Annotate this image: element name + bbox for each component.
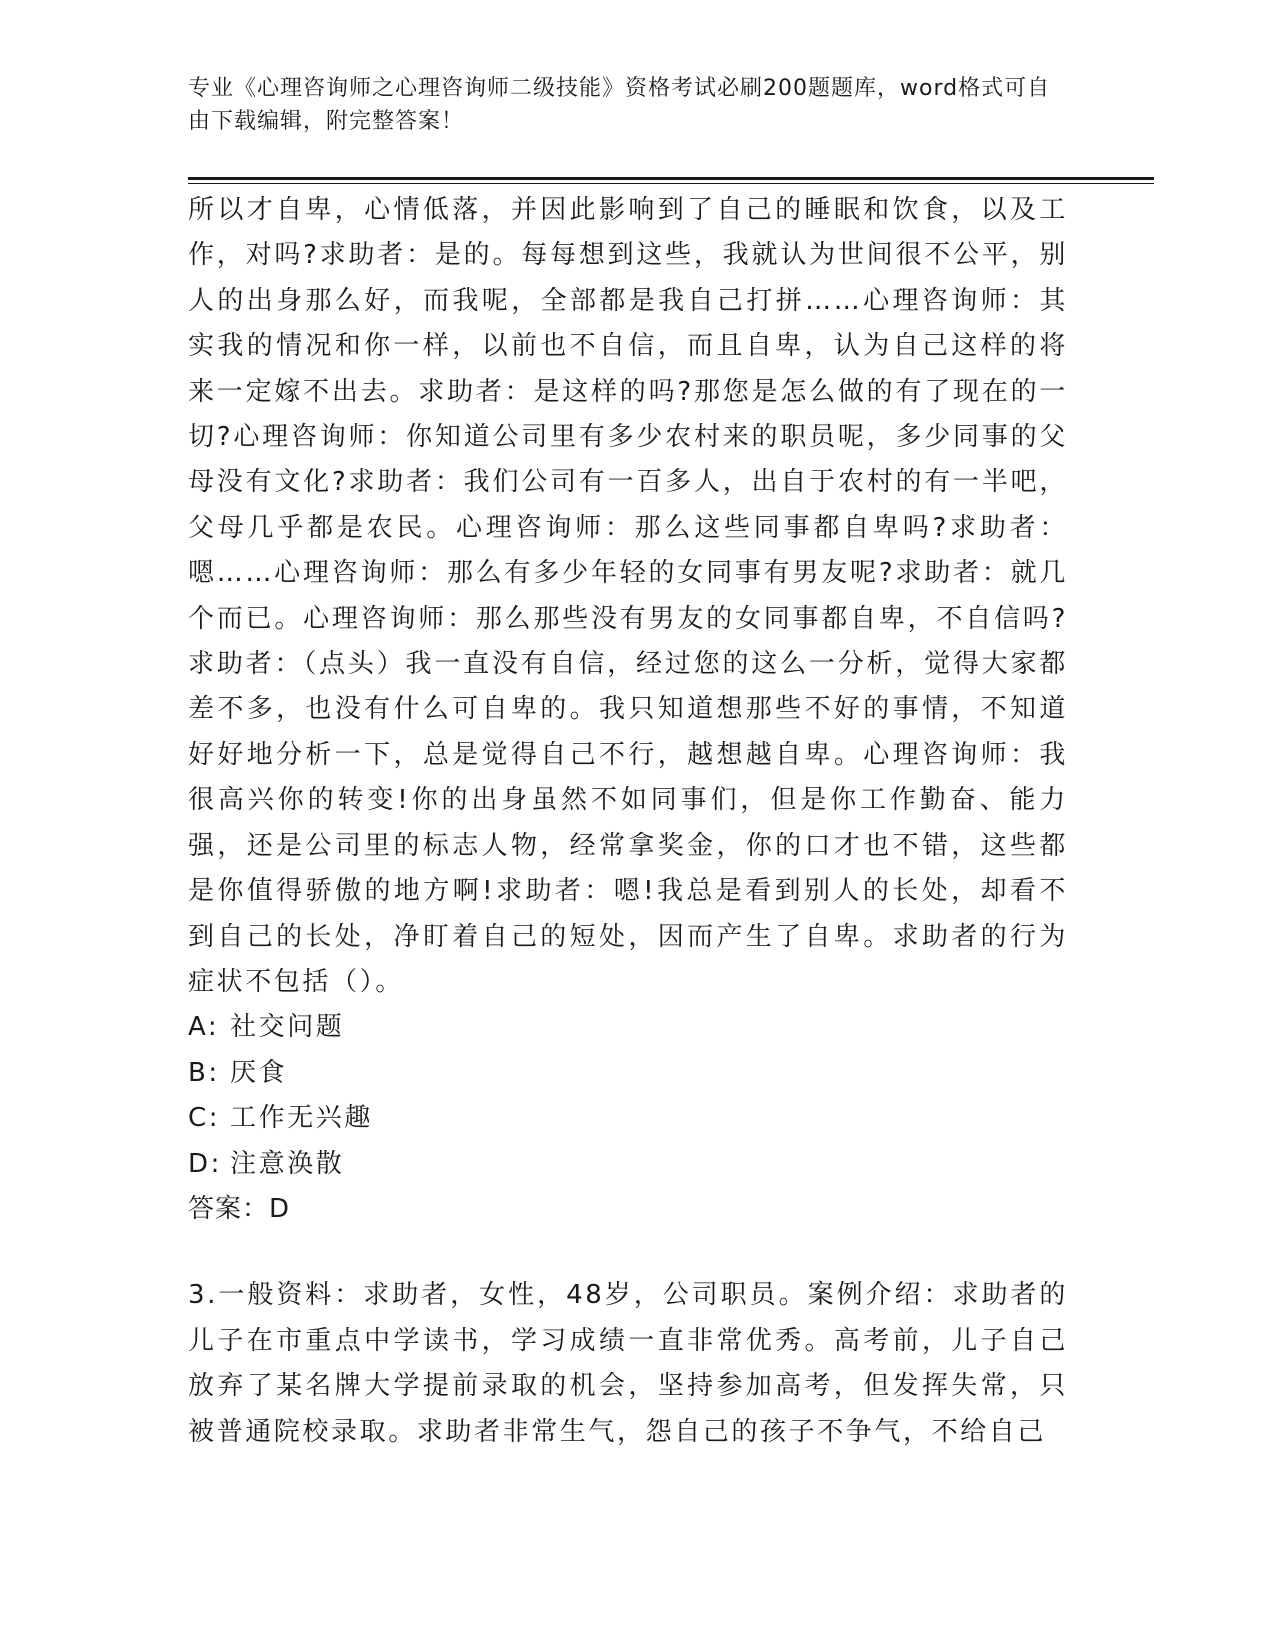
option-text: 注意涣散 [230, 1148, 345, 1179]
question-3 [188, 1273, 1068, 1455]
answer-key: 答案：D [188, 1193, 291, 1224]
option-d [188, 1142, 1068, 1187]
answer-options [188, 1005, 1068, 1187]
option-text: 社交问题 [230, 1012, 345, 1043]
question-2 [188, 188, 1068, 1232]
option-label: A: [188, 1012, 220, 1043]
question-passage: 3.一般资料：求助者，女性，48岁，公司职员。案例介绍：求助者的儿子在市重点中学读书，学习成绩一直非常优秀。高考前，儿子自己放弃了某名牌大学提前录取的机会，坚持参加高考，但发挥失常，只被普通院校录取。求助者非常生气，怨自己的孩子不争气，不给自己 [188, 1280, 1068, 1447]
option-a [188, 1005, 1068, 1050]
header-rule-thin [188, 183, 1154, 184]
option-label: D: [188, 1148, 222, 1179]
document-body [188, 188, 1068, 1455]
header-title: 专业《心理咨询师之心理咨询师二级技能》资格考试必刷200题题库，word格式可自由下载编辑，附完整答案！ [188, 76, 1051, 134]
option-c [188, 1096, 1068, 1141]
option-label: C: [188, 1103, 221, 1134]
option-text: 工作无兴趣 [230, 1103, 374, 1134]
option-b [188, 1051, 1068, 1096]
question-passage: 所以才自卑，心情低落，并因此影响到了自己的睡眠和饮食，以及工作，对吗?求助者：是的。每每想到这些，我就认为世间很不公平，别人的出身那么好，而我呢，全部都是我自己打拼……心理咨询师：其实我的情况和你一样，以前也不自信，而且自卑，认为自己这样的将来一定嫁不出去。求助者：是这样的吗?那您是怎么做的有了现在的一切?心理咨询师：你知道公司里有多少农村来的职员呢，多少同事的父母没有文化?求助者：我们公司有一百多人，出自于农村的有一半吧，父母几乎都是农民。心理咨询师：那么这些同事都自卑吗?求助者：嗯……心理咨询师：那么有多少年轻的女同事有男友呢?求助者：就几个而已。心理咨询师：那么那些没有男友的女同事都自卑，不自信吗?求助者：（点头）我一直没有自信，经过您的这么一分析，觉得大家都差不多，也没有什么可自卑的。我只知道想那些不好的事情，不知道好好地分析一下，总是觉得自己不行，越想越自卑。心理咨询师：我很高兴你的转变!你的出身虽然不如同事们，但是你工作勤奋、能力强，还是公司里的标志人物，经常拿奖金，你的口才也不错，这些都是你值得骄傲的地方啊!求助者：嗯!我总是看到别人的长处，却看不到自己的长处，净盯着自己的短处，因而产生了自卑。求助者的行为症状不包括（）。 [188, 195, 1068, 997]
option-label: B: [188, 1057, 220, 1088]
page-header [188, 72, 1068, 138]
header-rule-thick [188, 177, 1154, 180]
option-text: 厌食 [230, 1057, 288, 1088]
